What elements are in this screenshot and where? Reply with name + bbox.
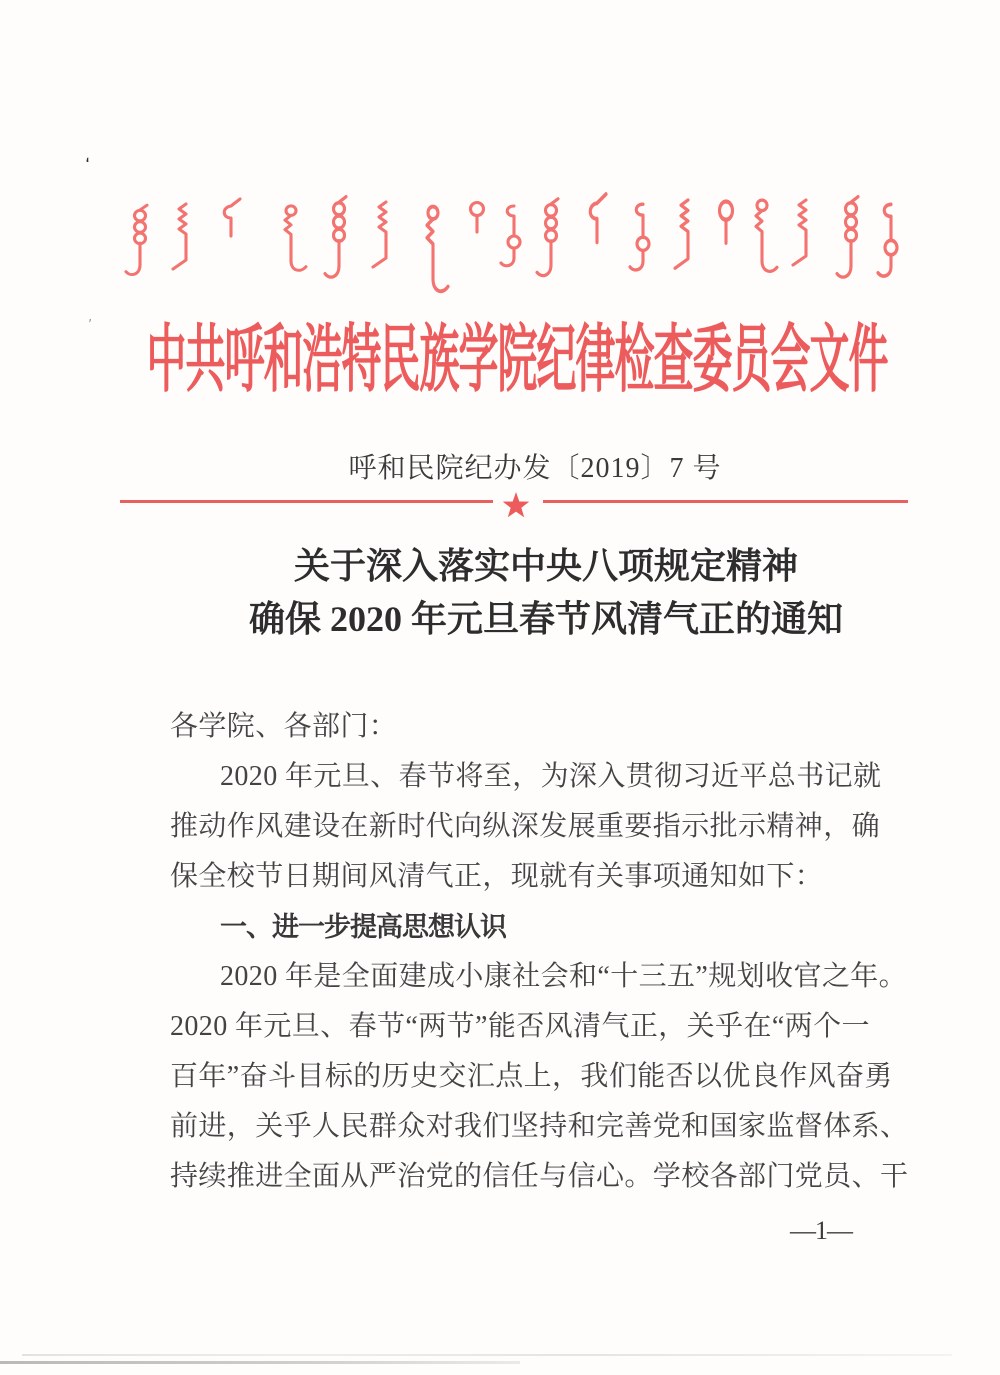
body-line: 保全校节日期间风清气正，现就有关事项通知如下： bbox=[170, 861, 824, 892]
document-body bbox=[170, 702, 909, 1202]
page-number: —1— bbox=[790, 1216, 852, 1245]
body-line: 2020 年元旦、春节将至，为深入贯彻习近平总书记就 bbox=[220, 761, 882, 792]
section-heading: 一、进一步提高思想认识 bbox=[220, 912, 506, 942]
scan-artifact-mark: ’ bbox=[88, 318, 93, 333]
scan-artifact-line bbox=[22, 1354, 952, 1356]
body-line: 前进，关乎人民群众对我们坚持和完善党和国家监督体系、 bbox=[170, 1111, 909, 1142]
body-line: 各学院、各部门： bbox=[170, 711, 398, 742]
scan-artifact-mark: ʻ bbox=[83, 154, 94, 176]
red-rule-right bbox=[543, 500, 908, 503]
doc-number: 呼和民院纪办发〔2019〕7 号 bbox=[348, 453, 722, 484]
body-line: 持续推进全面从严治党的信任与信心。学校各部门党员、干 bbox=[170, 1161, 909, 1192]
org-title: 中共呼和浩特民族学院纪律检查委员会文件 bbox=[146, 317, 888, 401]
mongolian-script-text bbox=[0, 186, 1000, 306]
body-line: 推动作风建设在新时代向纵深发展重要指示批示精神，确 bbox=[170, 811, 881, 842]
red-star-icon bbox=[501, 490, 531, 520]
document-title-line2: 确保 2020 年元旦春节风清气正的通知 bbox=[248, 599, 843, 639]
body-line: 2020 年元旦、春节“两节”能否风清气正，关乎在“两个一 bbox=[170, 1011, 870, 1042]
red-rule-left bbox=[120, 500, 493, 503]
document-title-line1: 关于深入落实中央八项规定精神 bbox=[293, 546, 798, 586]
body-line: 2020 年是全面建成小康社会和“十三五”规划收官之年。 bbox=[220, 961, 908, 992]
document-title bbox=[46, 540, 1000, 646]
body-line: 百年”奋斗目标的历史交汇点上，我们能否以优良作风奋勇 bbox=[170, 1061, 893, 1092]
scan-artifact-line bbox=[0, 1361, 520, 1364]
